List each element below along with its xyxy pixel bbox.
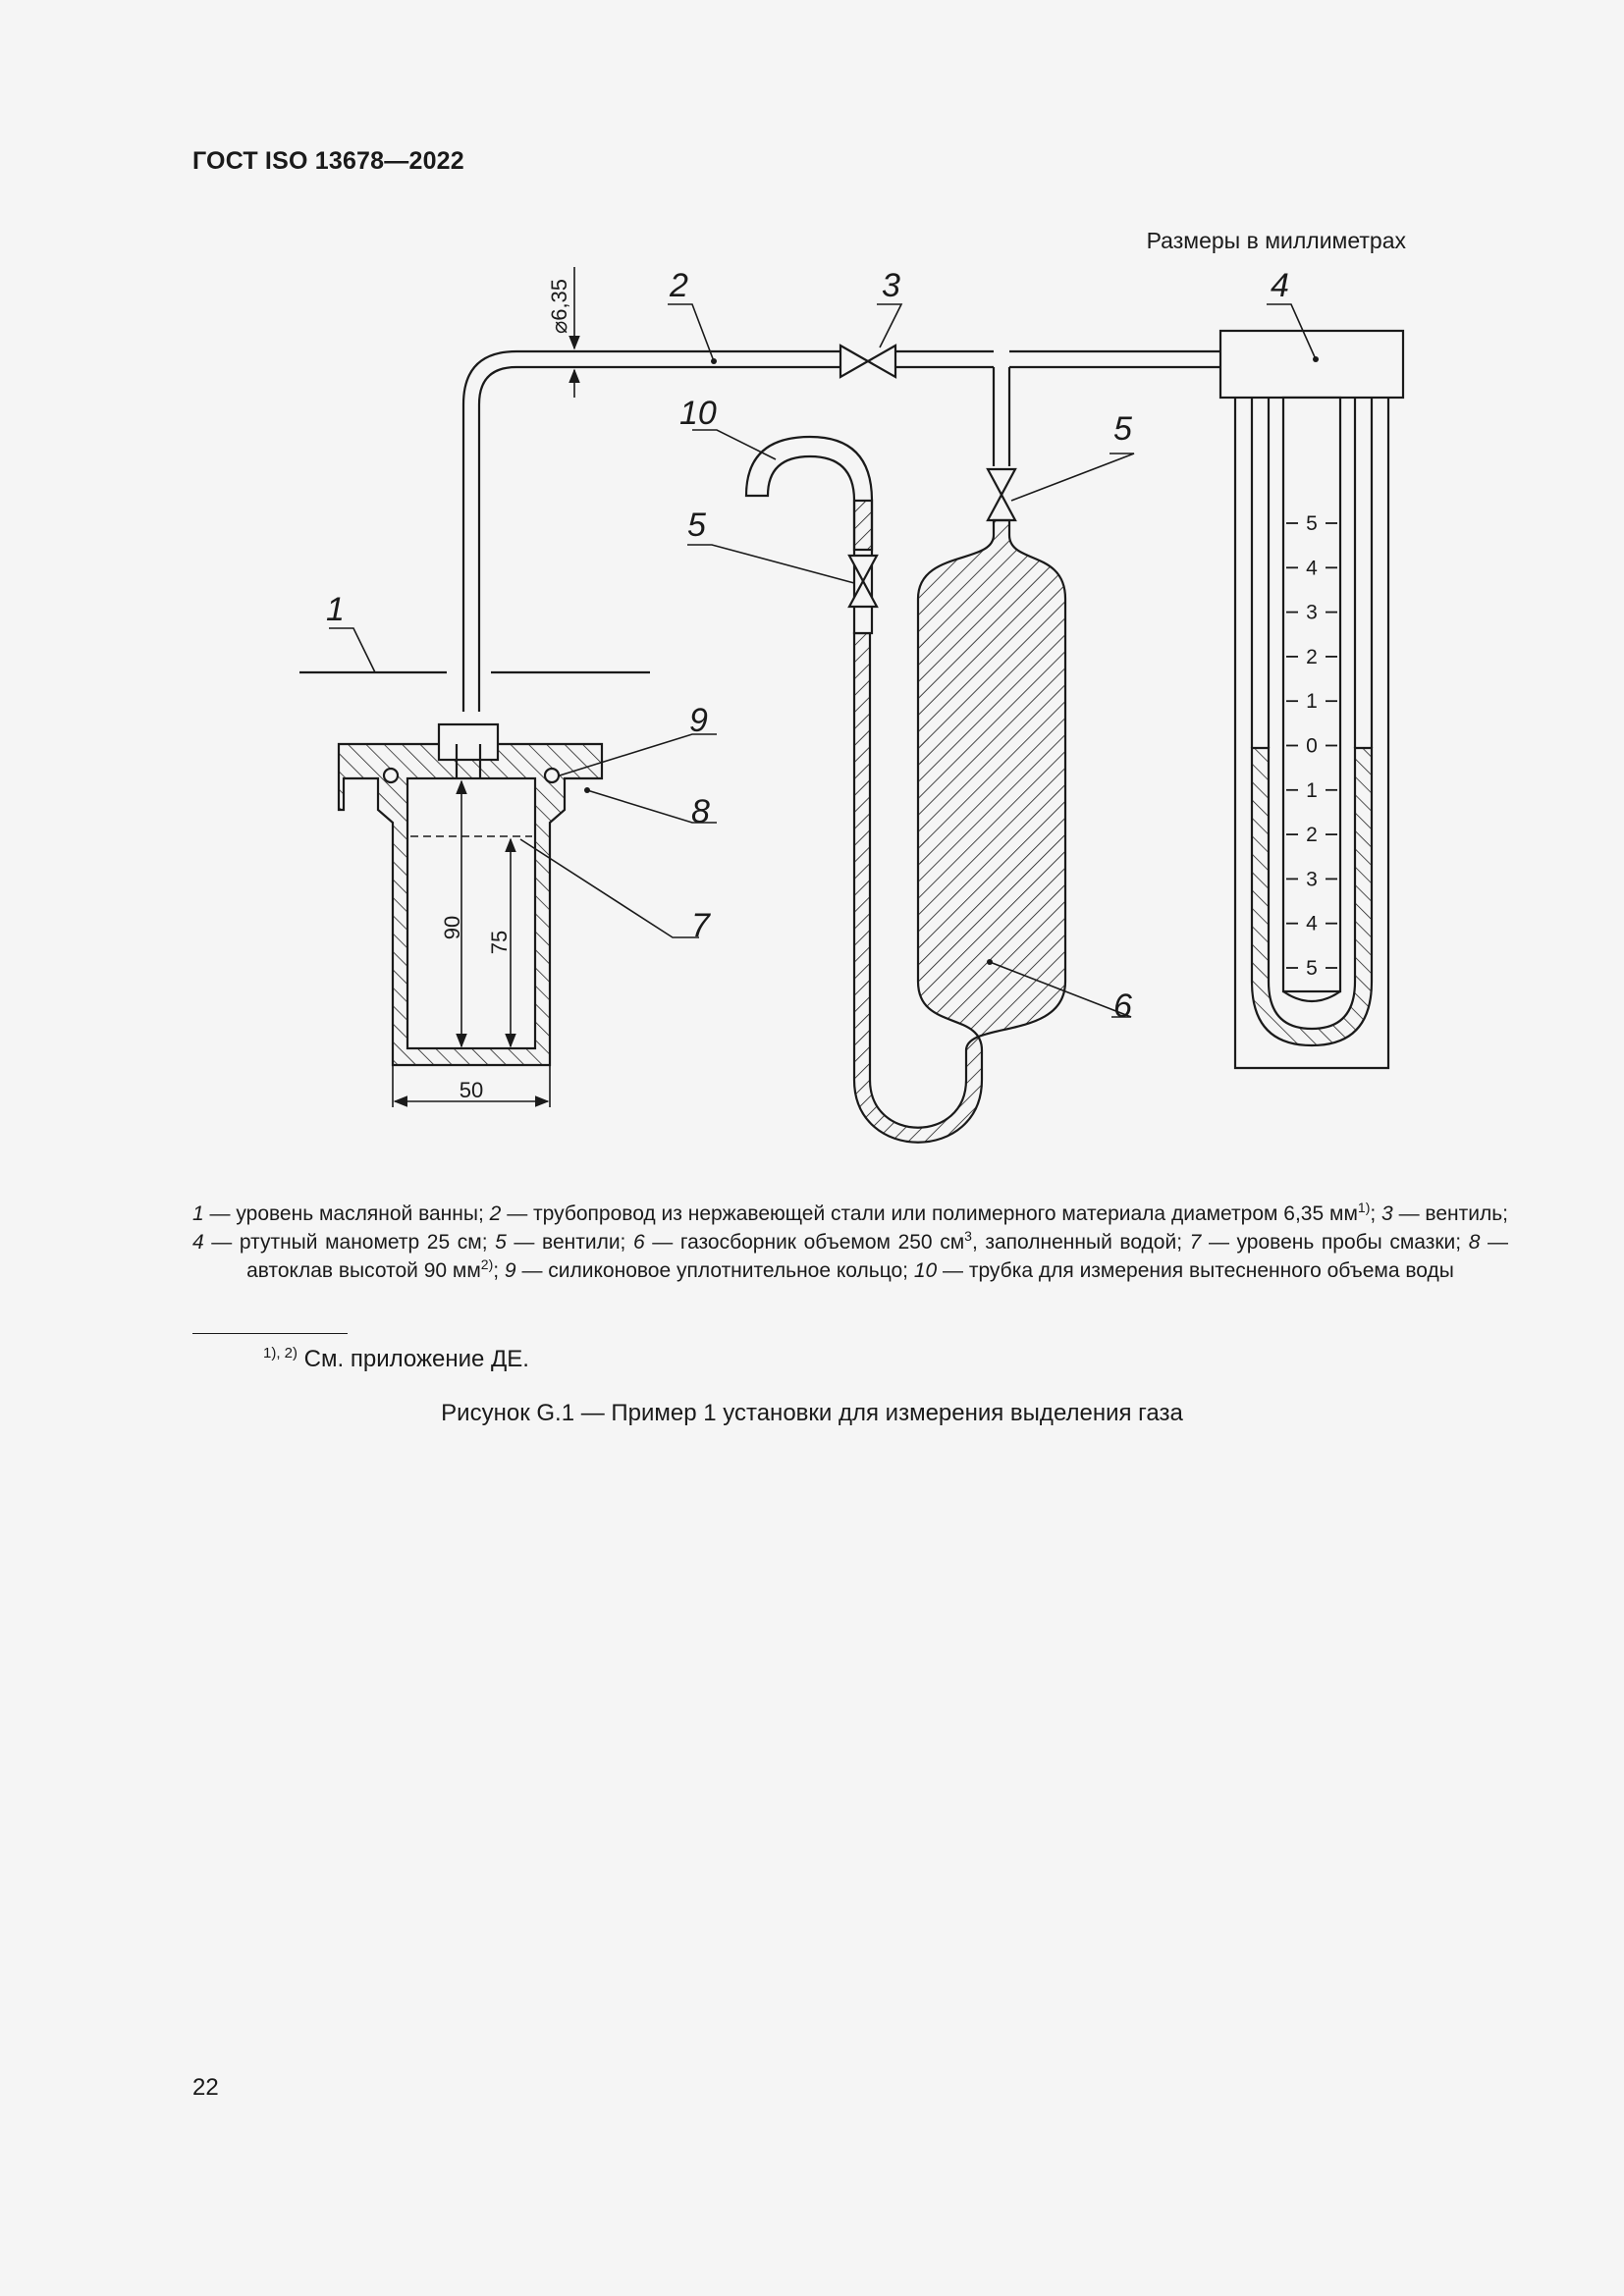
scale-label: 1 xyxy=(1306,778,1318,802)
pipe-inner xyxy=(479,367,842,712)
dimension-90: 90 xyxy=(440,915,464,940)
callout-5-left: 5 xyxy=(687,507,706,544)
figure-legend: 1 — уровень масляной ванны; 2 — трубопровод из нержавеющей стали или полимерного материала диаметром 6,35 $мм^{1)}$; 3 — вентиль; 4 — ртутный манометр 25 см; 5 — вентили; 6 — газосборник объемом 250 $см^3$, заполненный водой; 7 — уровень пробы смазки; 8 — автоклав высотой 90 $мм^{2)}$; 9 — силиконовое уплотнительное кольцо; 10 — трубка для измерения вытесненного объема воды xyxy=(192,1200,1509,1282)
scale-label: 3 xyxy=(1306,601,1318,624)
callout-2: 2 xyxy=(670,267,688,304)
document-header: ГОСТ ISO 13678—2022 xyxy=(192,147,464,175)
scale-label: 2 xyxy=(1306,824,1318,847)
callout-1: 1 xyxy=(326,591,345,628)
autoclave xyxy=(339,724,602,1065)
footnote-rule xyxy=(192,1333,348,1334)
figure-caption: Рисунок G.1 — Пример 1 установки для измерения выделения газа xyxy=(441,1400,1183,1426)
gas-collector xyxy=(854,520,1065,1143)
callout-8: 8 xyxy=(691,793,710,830)
callout-9: 9 xyxy=(689,702,708,739)
callout-5-right: 5 xyxy=(1113,410,1132,448)
scale-label: 3 xyxy=(1306,868,1318,891)
footnote: $^{1), 2)}$ См. приложение ДЕ. xyxy=(263,1345,529,1372)
callout-4: 4 xyxy=(1271,267,1289,304)
scale-label: 5 xyxy=(1306,957,1318,980)
dimension-75: 75 xyxy=(487,930,512,955)
scale-label: 1 xyxy=(1306,690,1318,714)
scale-label: 4 xyxy=(1306,912,1318,935)
scale-label: 5 xyxy=(1306,512,1318,535)
dimension-pipe-diameter: ⌀6,35 xyxy=(547,278,571,335)
dimension-50: 50 xyxy=(459,1078,484,1102)
scale-label: 2 xyxy=(1306,645,1318,668)
callout-3: 3 xyxy=(882,267,900,304)
callout-10: 10 xyxy=(679,395,717,432)
units-note: Размеры в миллиметрах xyxy=(1146,228,1406,253)
scale-label: 0 xyxy=(1306,734,1318,758)
pipe-outer xyxy=(463,351,842,712)
valve-5-right xyxy=(988,469,1015,520)
callout-6: 6 xyxy=(1113,988,1132,1025)
callout-7: 7 xyxy=(691,907,710,944)
valve-3 xyxy=(840,346,895,377)
page-number: 22 xyxy=(192,2074,219,2101)
scale-label: 4 xyxy=(1306,557,1318,580)
